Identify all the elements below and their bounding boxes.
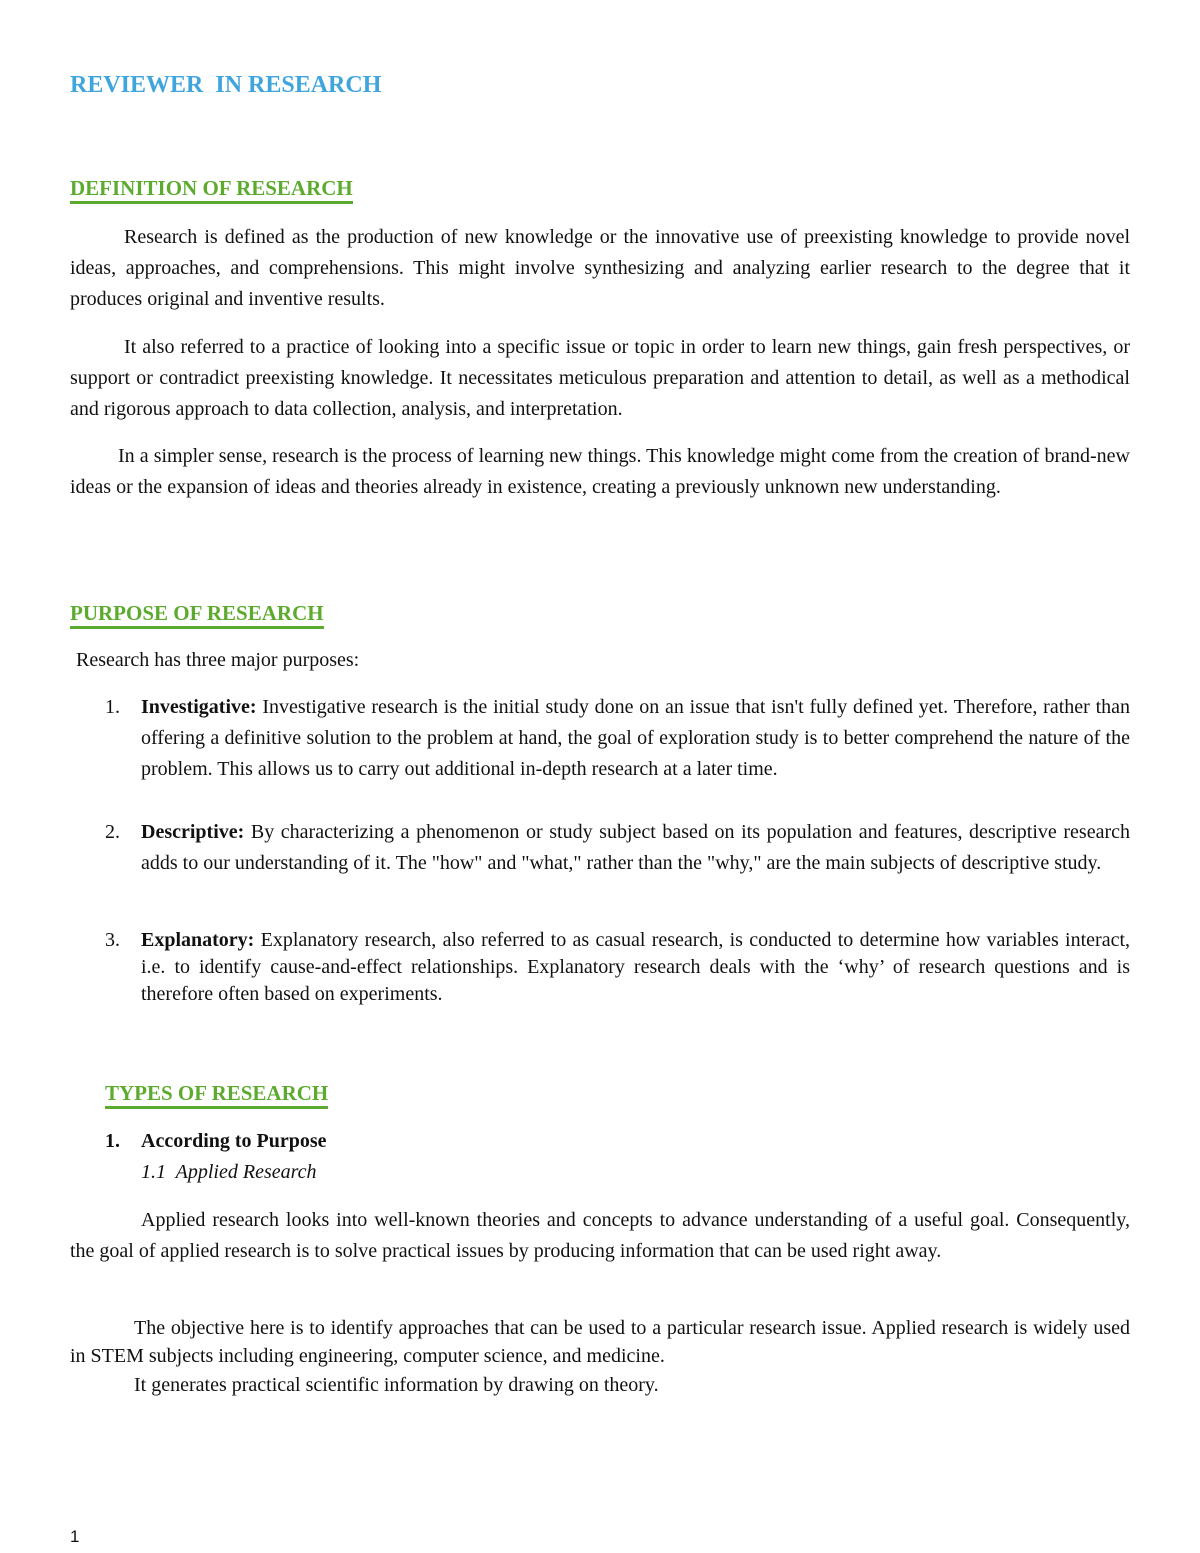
list-item-text [141, 927, 1130, 1008]
definition-paragraph-1: Research is defined as the production of new knowledge or the innovative use of preexisting knowledge to provide novel ideas, approaches, and comprehensions. This might involve synthesizing and analyzing earlier research to the degree that it produces original and inventive results. [70, 226, 1130, 310]
item-label: Explanatory: [141, 929, 255, 951]
types-section-label: According to Purpose [141, 1130, 327, 1152]
types-heading: TYPES OF RESEARCH [105, 1081, 328, 1106]
document-title: REVIEWER IN RESEARCH [70, 72, 382, 98]
list-number: 2. [105, 821, 120, 843]
page-number: 1 [70, 1527, 80, 1546]
list-number: 3. [105, 929, 120, 951]
types-section-number: 1. [105, 1130, 120, 1152]
item-label: Descriptive: [141, 821, 245, 843]
definition-heading: DEFINITION OF RESEARCH [70, 176, 353, 201]
list-item-text [141, 817, 1130, 879]
applied-research-paragraph-2: The objective here is to identify approaches that can be used to a particular research issue. Applied research is widely used in STEM subjects including engineering, computer science, and medicine. [70, 1317, 1130, 1367]
purpose-intro: Research has three major purposes: [76, 649, 360, 671]
types-subsection-label: 1.1 Applied Research [141, 1161, 317, 1183]
item-label: Investigative: [141, 696, 257, 718]
item-body: Investigative research is the initial study done on an issue that isn't fully defined yet. Therefore, rather than offering a definitive solution to the problem at hand, the goal of exploration study is to better comprehend the nature of the problem. This allows us to carry out additional in-depth research at a later time. [141, 696, 1130, 780]
definition-paragraph-2: It also referred to a practice of looking into a specific issue or topic in order to learn new things, gain fresh perspectives, or support or contradict preexisting knowledge. It necessitates meticulous preparation and attention to detail, as well as a methodical and rigorous approach to data collection, analysis, and interpretation. [70, 336, 1130, 420]
applied-research-paragraph-3: It generates practical scientific information by drawing on theory. [134, 1374, 659, 1396]
definition-paragraph-3: In a simpler sense, research is the process of learning new things. This knowledge might come from the creation of brand-new ideas or the expansion of ideas and theories already in existence, creating a previously unknown new understanding. [70, 445, 1130, 498]
item-body: Explanatory research, also referred to as casual research, is conducted to determine how variables interact, i.e. to identify cause-and-effect relationships. Explanatory research deals with the ‘why’ of research questions and is therefore often based on experiments. [141, 929, 1130, 1005]
item-body: By characterizing a phenomenon or study subject based on its population and features, descriptive research adds to our understanding of it. The "how" and "what," rather than the "why," are the main subjects of descriptive study. [141, 821, 1130, 874]
applied-research-paragraph-1: Applied research looks into well-known theories and concepts to advance understanding of a useful goal. Consequently, the goal of applied research is to solve practical issues by producing information that can be used right away. [70, 1209, 1130, 1262]
list-number: 1. [105, 696, 120, 718]
purpose-heading: PURPOSE OF RESEARCH [70, 601, 324, 626]
list-item-text [141, 692, 1130, 785]
